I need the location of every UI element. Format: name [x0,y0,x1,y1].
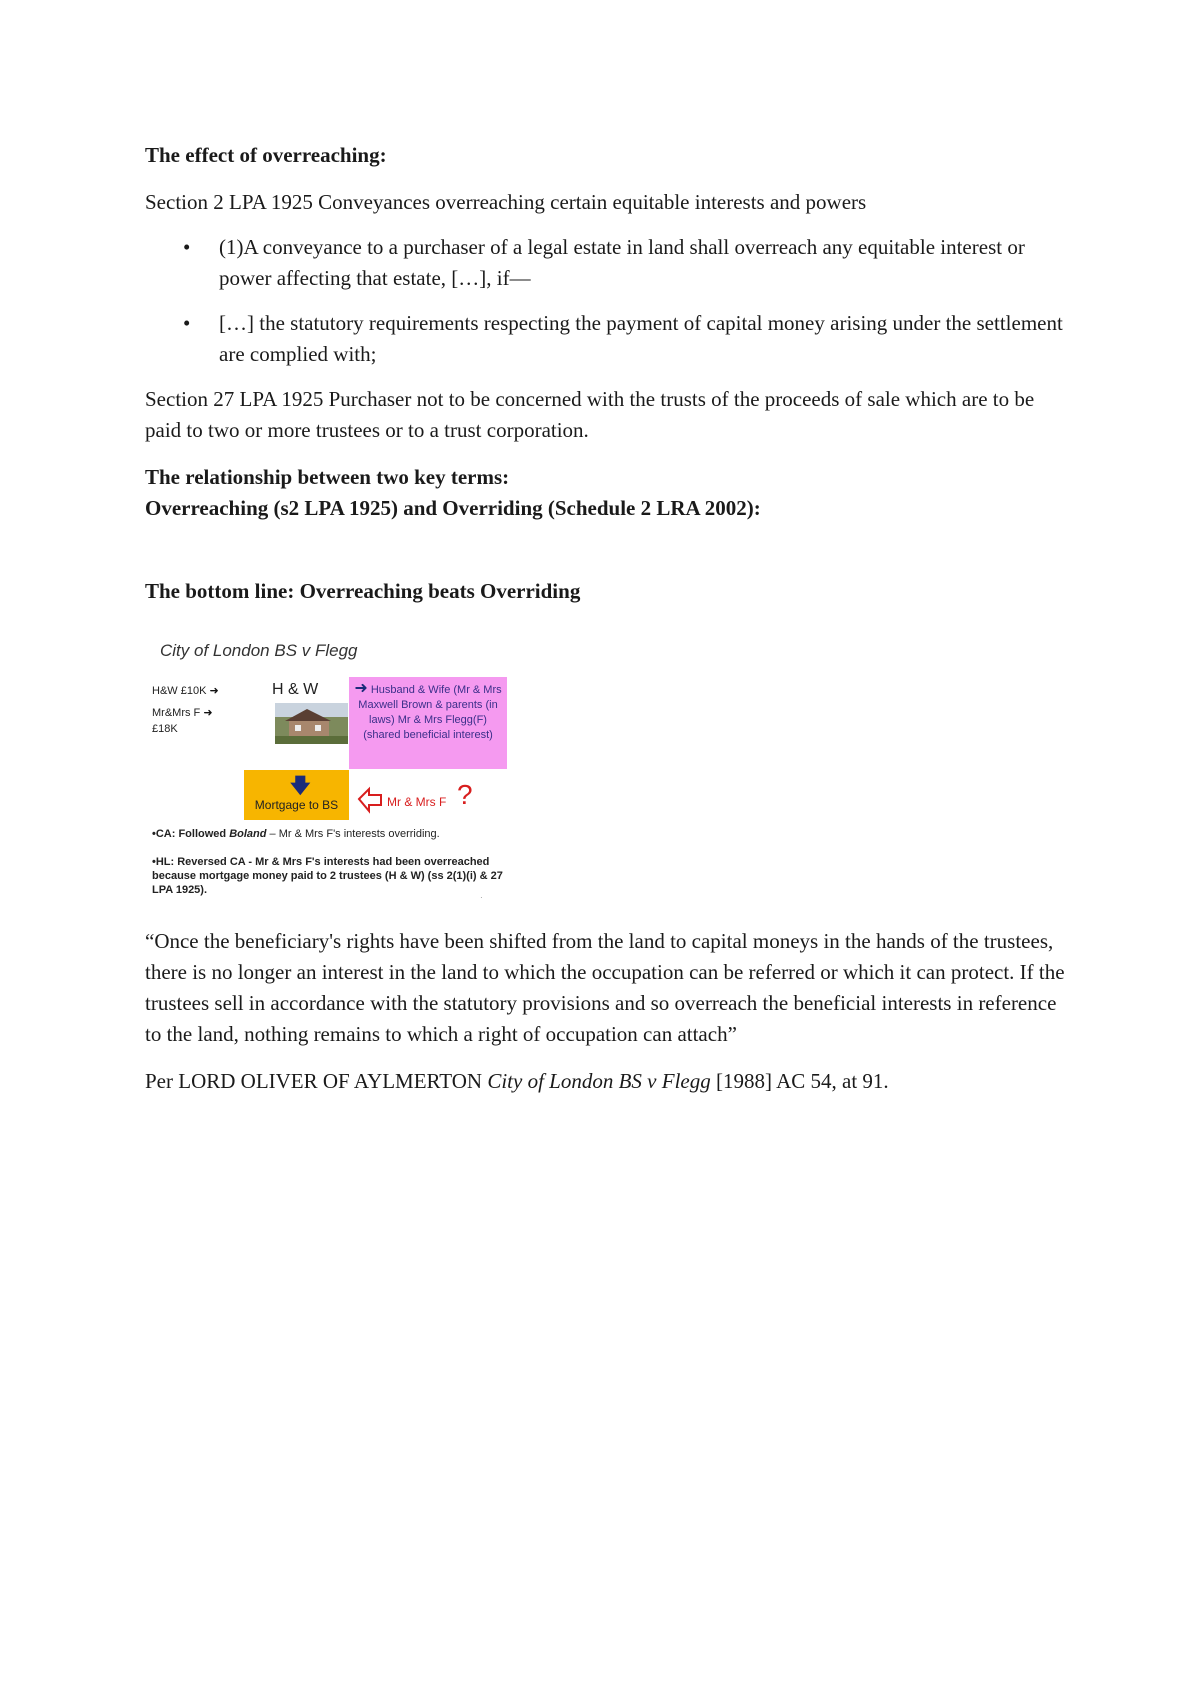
contribution-flegg: Mr&Mrs F [152,707,201,719]
house-photo-icon [275,703,348,744]
section-2-bullets [145,232,1065,370]
heading-bottom-line: The bottom line: Overreaching beats Overriding [145,579,581,603]
right-arrow-icon: ➜ [354,680,368,697]
document-body [145,140,1065,607]
flegg-label: Mr & Mrs F [387,795,447,809]
beneficiaries-box [349,677,507,769]
bullet-item-2 [145,308,1065,370]
figure-contributions [152,683,234,737]
oliver-quote: “Once the beneficiary's rights have been shifted from the land to capital moneys in the hands of the trustees, there is no longer an interest in the land to which the occupation can be referred or which it can protect. If the trustees sell in accordance with the statutory provisions and so overreach the beneficial interests in reference to the land, nothing remains to which a right of occupation can attach” [145,929,1065,1046]
case-diagram-figure [150,637,510,907]
house-of-lords-note: •HL: Reversed CA - Mr & Mrs F's interests had been overreached because mortgage money paid to 2 trustees (H & W) (ss 2(1)(i) & 27 LPA 1925). [152,856,503,896]
citation [145,1066,1065,1097]
ca-prefix: •CA: Followed [152,828,230,840]
heading-relationship: The relationship between two key terms: [145,465,510,489]
figure-title: City of London BS v Flegg [160,641,358,660]
bullet-item-1 [145,232,1065,294]
heading-overreaching-overriding: Overreaching (s2 LPA 1925) and Overriding (Schedule 2 LRA 2002): [145,496,761,520]
right-arrow-icon: ➜ [203,707,213,719]
contribution-flegg-amount: £18K [152,723,178,735]
down-arrow-icon: 🡇 [290,775,311,797]
hand-pointing-icon [355,785,385,815]
court-of-appeal-note [152,828,508,840]
bullet-icon: • [183,235,191,259]
citation-case: City of London BS v Flegg [487,1069,711,1093]
bullet-text-2: […] the statutory requirements respecting the payment of capital money arising under the settlement are complied with; [219,311,1063,366]
bullet-icon: • [183,311,191,335]
right-arrow-icon: ➜ [209,685,219,697]
section-27-text: Section 27 LPA 1925 Purchaser not to be concerned with the trusts of the proceeds of sale which are to be paid to two or more trustees or to a trust corporation. [145,387,1035,442]
quote-section [145,926,1065,1097]
ca-case: Boland [229,828,267,840]
beneficiaries-text: Husband & Wife (Mr & Mrs Maxwell Brown & parents (in laws) Mr & Mrs Flegg(F) (shared beneficial interest) [358,684,502,741]
ca-rest: – Mr & Mrs F's interests overriding. [266,828,440,840]
contribution-hw: H&W £10K [152,685,207,697]
heading-effect-of-overreaching: The effect of overreaching: [145,143,387,167]
question-mark: ? [457,779,473,810]
mortgage-box: Mortgage to BS [244,770,349,820]
citation-prefix: Per LORD OLIVER OF AYLMERTON [145,1069,488,1093]
bullet-text-1: (1)A conveyance to a purchaser of a legal estate in land shall overreach any equitable interest or power affecting that estate, […], if— [219,235,1025,290]
section-2-title: Section 2 LPA 1925 Conveyances overreaching certain equitable interests and powers [145,190,867,214]
citation-suffix: [1988] AC 54, at 91. [710,1069,889,1093]
figure-hw-label: H & W [272,681,319,698]
slide-mark: · [480,893,483,902]
